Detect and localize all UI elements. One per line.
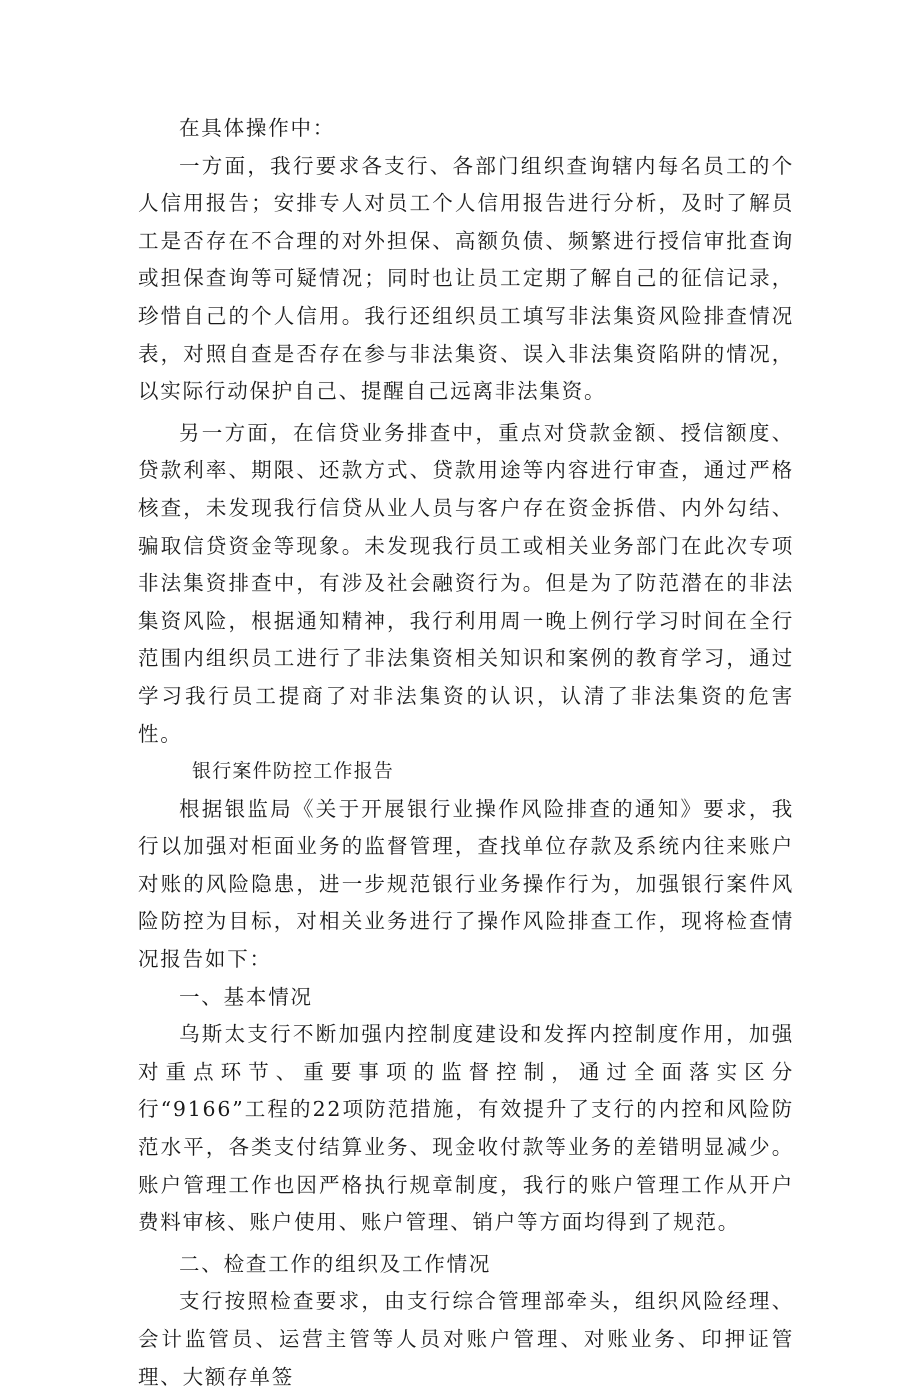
- paragraph-basic-situation: 乌斯太支行不断加强内控制度建设和发挥内控制度作用，加强对重点环节、重要事项的监督控制，通过全面落实区分行“9166”工程的22项防范措施，有效提升了支行的内控和风险防范水平，各类支付结算业务、现金收付款等业务的差错明显减少。账户管理工作也因严格执行规章制度，我行的账户管理工作从开户费料审核、账户使用、账户管理、销户等方面均得到了规范。: [138, 1022, 794, 1235]
- intro-line: 在具体操作中：: [179, 116, 336, 140]
- document-body: [138, 110, 794, 1396]
- section-heading-basic: 一、基本情况: [179, 984, 313, 1009]
- paragraph-organization: 支行按照检查要求，由支行综合管理部牵头，组织风险经理、会计监管员、运营主管等人员对账户管理、对账业务、印押证管理、大额存单签: [138, 1289, 794, 1389]
- paragraph-credit-business: 另一方面，在信贷业务排查中，重点对贷款金额、授信额度、贷款利率、期限、还款方式、贷款用途等内容进行审查，通过严格核查，未发现我行信贷从业人员与客户存在资金拆借、内外勾结、骗取信贷资金等现象。未发现我行员工或相关业务部门在此次专项非法集资排查中，有涉及社会融资行为。但是为了防范潜在的非法集资风险，根据通知精神，我行利用周一晚上例行学习时间在全行范围内组织员工进行了非法集资相关知识和案例的教育学习，通过学习我行员工提商了对非法集资的认识，认清了非法集资的危害性。: [138, 420, 794, 746]
- paragraph-credit-report: 一方面，我行要求各支行、各部门组织查询辖内每名员工的个人信用报告；安排专人对员工个人信用报告进行分析，及时了解员工是否存在不合理的对外担保、高额负债、频繁进行授信审批查询或担保查询等可疑情况；同时也让员工定期了解自己的征信记录，珍惜自己的个人信用。我行还组织员工填写非法集资风险排查情况表，对照自查是否存在参与非法集资、误入非法集资陷阱的情况，以实际行动保护自己、提醒自己远离非法集资。: [138, 153, 794, 404]
- section-heading-organization: 二、检查工作的组织及工作情况: [179, 1251, 492, 1276]
- paragraph-report-intro: 根据银监局《关于开展银行业操作风险排查的通知》要求，我行以加强对柜面业务的监督管理，查找单位存款及系统内往来账户对账的风险隐患，进一步规范银行业务操作行为，加强银行案件风险防控为目标，对相关业务进行了操作风险排查工作，现将检查情况报告如下：: [138, 796, 794, 972]
- report-title: 银行案件防控工作报告: [192, 760, 395, 783]
